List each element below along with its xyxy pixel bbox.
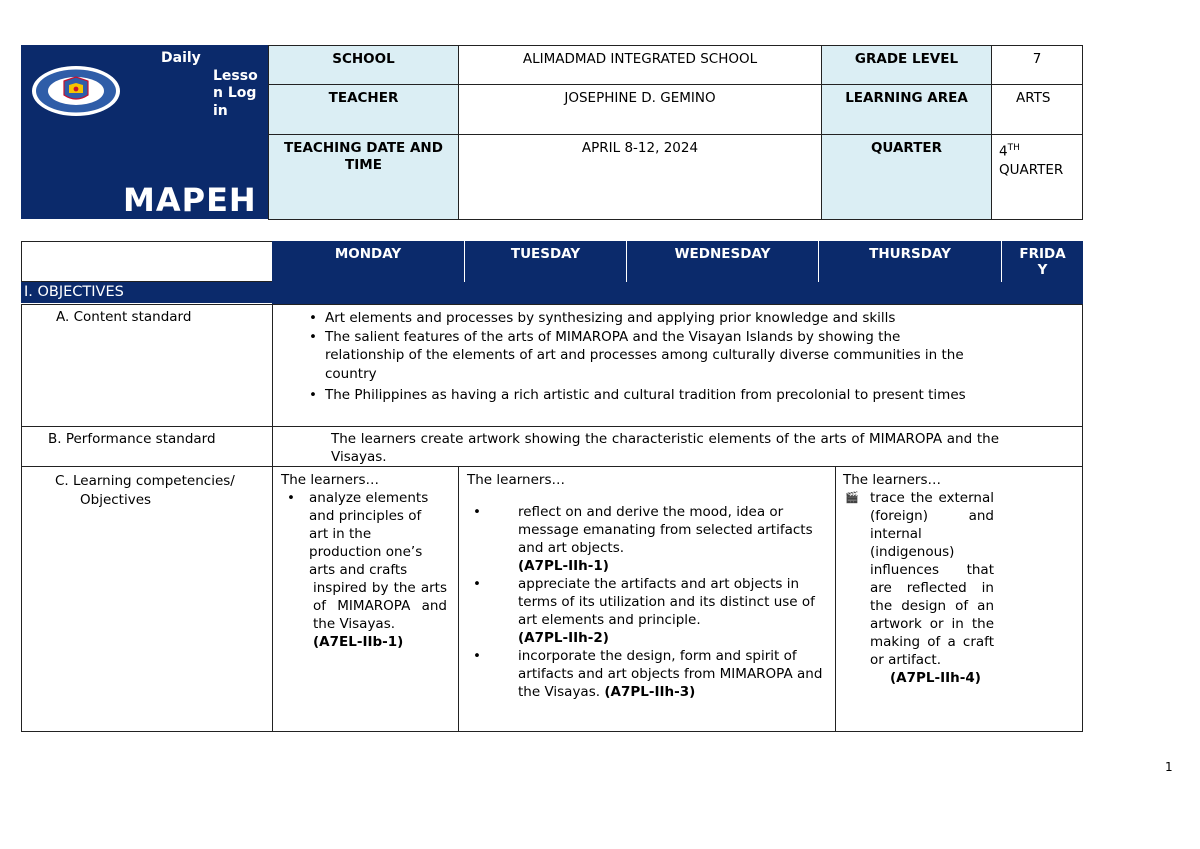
learning-area-label: LEARNING AREA [821,84,992,135]
school-value: ALIMADMAD INTEGRATED SCHOOL [458,45,822,85]
teaching-date-label: TEACHING DATE AND TIME [268,134,459,220]
day-friday [1002,241,1083,282]
col2-item-3 [467,647,830,701]
day-thursday: THURSDAY [819,241,1002,282]
quarter-value [991,134,1083,220]
col2-code-1: (A7PL-IIh-1) [518,558,609,574]
col3-intro: The learners… [843,472,941,488]
col1-intro: The learners… [281,472,379,488]
quarter-word: QUARTER [999,161,1064,178]
learning-area-value: ARTS [991,84,1083,135]
subject-title: MAPEH [123,181,257,219]
col1-continuation: inspired by the arts of MIMAROPA and the Visayas. [313,580,447,632]
quarter-label: QUARTER [821,134,992,220]
competency-col-3 [835,466,1083,732]
performance-standard-cell [272,426,1083,467]
school-label: SCHOOL [268,45,459,85]
teaching-date-value: APRIL 8-12, 2024 [458,134,822,220]
objectives-heading-band [272,282,1083,305]
competency-col-1 [272,466,459,732]
teacher-value: JOSEPHINE D. GEMINO [458,84,822,135]
quarter-suffix: TH [1007,143,1020,153]
deped-seal-icon [31,65,121,117]
col1-item: • analyze elements and principles of art in the production one’s arts and crafts [281,489,439,579]
dll-title-line-1: Daily [161,50,201,66]
content-standard-label: A. Content standard [21,304,273,427]
content-standard-item-2: • The salient features of the arts of MIMAROPA and the Visayan Islands by showing the relationship of the elements of art and processes among culturally diverse communities in the country [303,328,975,384]
col3-item: trace the external (foreign) and internal (indigenous) influences that are reflected in the design of an artwork or in the making of a craft or artifact. [870,490,994,668]
day-friday-line-1: FRIDA [1019,246,1066,262]
competency-col-2 [458,466,836,732]
quarter-number: 4 [999,143,1008,160]
competencies-label-line-2: Objectives [80,492,152,508]
dll-title-line-4: in [213,102,228,119]
content-standard-item-3: • The Philippines as having a rich artistic and cultural tradition from precolonial to present times [303,386,975,405]
day-wednesday: WEDNESDAY [627,241,819,282]
dll-title-line-2: Lesso [213,67,258,84]
col2-code-2: (A7PL-IIh-2) [518,630,609,646]
grade-level-label: GRADE LEVEL [821,45,992,85]
day-tuesday: TUESDAY [465,241,627,282]
col2-item-1 [467,503,830,575]
clapper-bullet-icon: 🎬 [845,491,859,504]
competencies-label [21,466,273,732]
col2-item-1-text: reflect on and derive the mood, idea or message emanating from selected artifacts and art objects. [518,504,813,556]
performance-standard-label: B. Performance standard [21,426,273,467]
col2-item-3-text: incorporate the design, form and spirit of artifacts and art objects from MIMAROPA and the Visayas. [518,648,823,700]
day-friday-line-2: Y [1037,262,1048,278]
day-monday: MONDAY [272,241,465,282]
col2-code-3: (A7PL-IIh-3) [604,684,696,700]
dll-banner [21,45,269,219]
grade-level-value: 7 [991,45,1083,85]
objectives-heading: I. OBJECTIVES [21,282,273,305]
col2-item-2-text: appreciate the artifacts and art objects in terms of its utilization and its distinct use of art elements and principle. [518,576,815,628]
competencies-label-line-1: C. Learning competencies/ [55,473,235,489]
dll-title-line-3: n Log [213,85,257,101]
days-corner-cell [21,241,273,282]
col3-code: (A7PL-IIh-4) [890,670,981,686]
col1-code: (A7EL-IIb-1) [313,634,404,650]
col2-item-2 [467,575,830,647]
performance-standard-text: The learners create artwork showing the characteristic elements of the arts of MIMAROPA and the Visayas. [331,431,999,465]
content-standard-item-1: • Art elements and processes by synthesizing and applying prior knowledge and skills [303,309,995,328]
teacher-label: TEACHER [268,84,459,135]
page-number: 1 [1165,760,1173,774]
content-standard-cell [272,304,1083,427]
col2-intro: The learners… [467,472,565,488]
